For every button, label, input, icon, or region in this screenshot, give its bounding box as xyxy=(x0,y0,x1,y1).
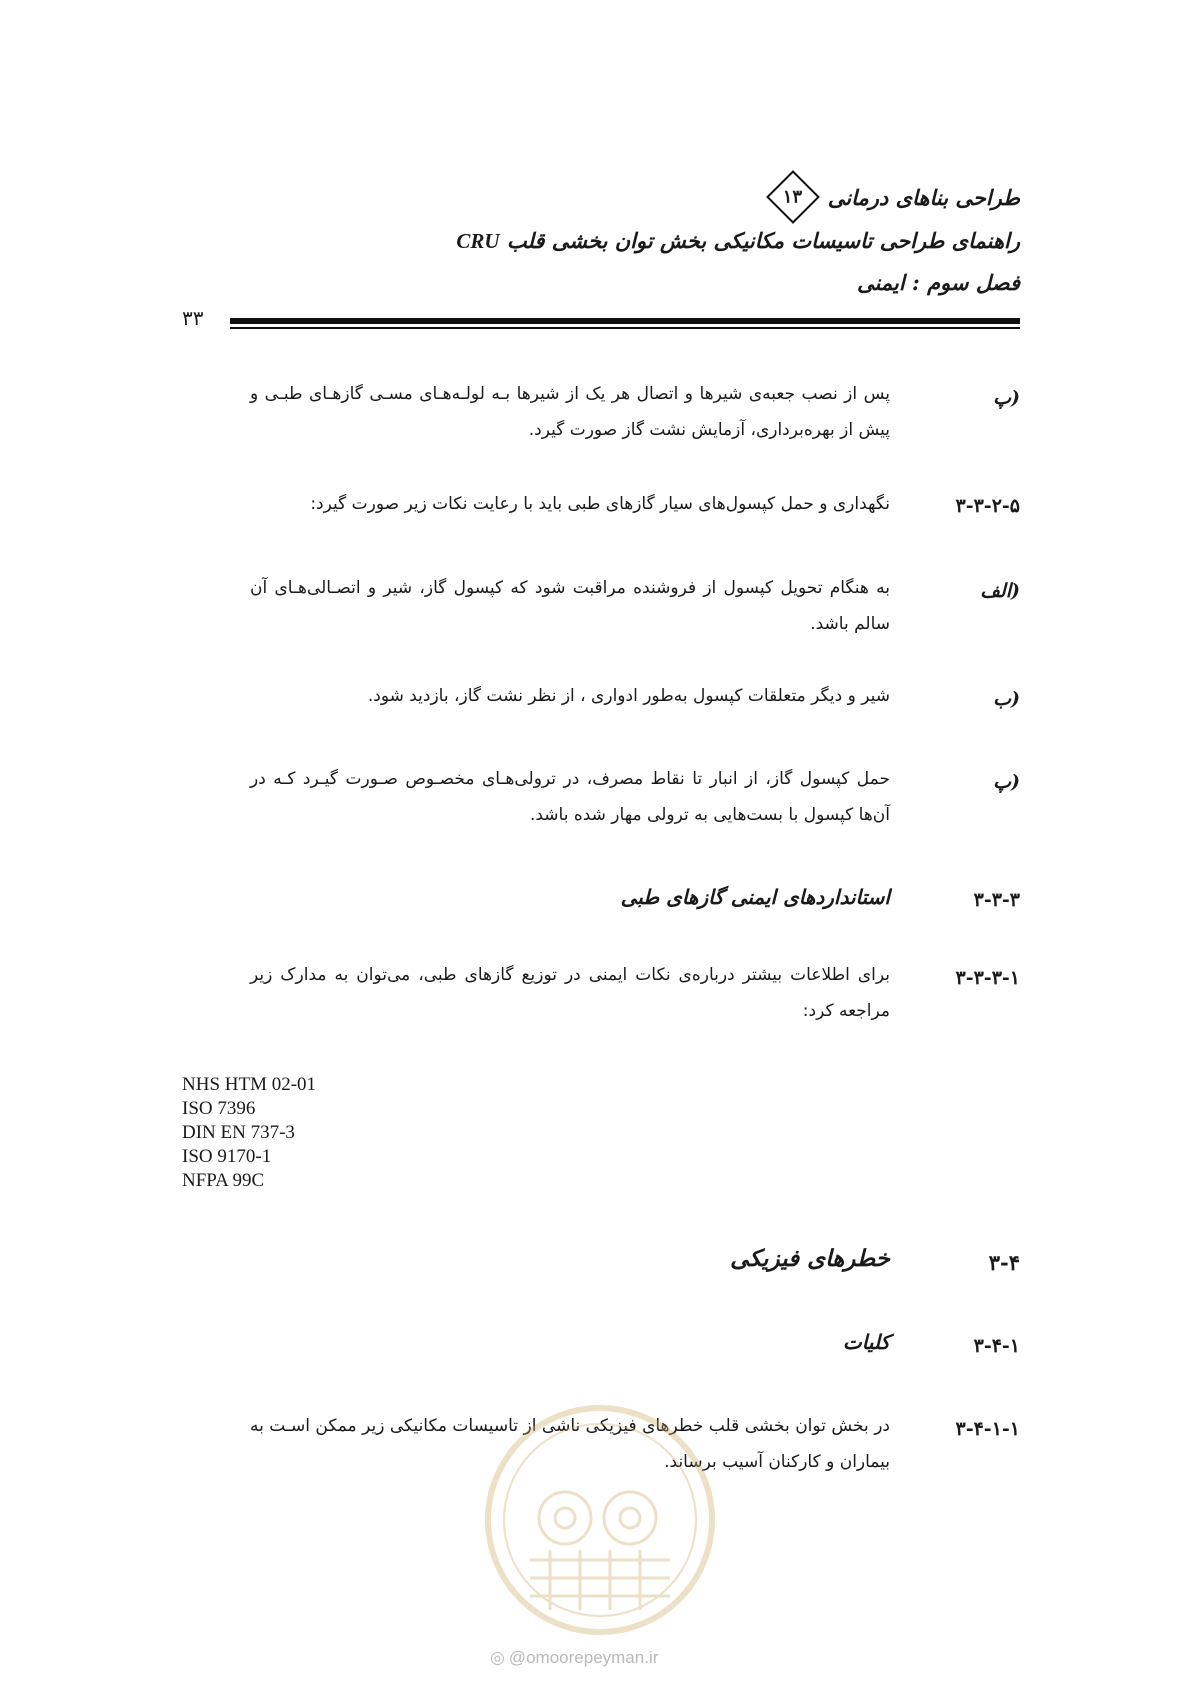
header-rule-thin xyxy=(230,327,1020,329)
item-text: شیر و دیگر متعلقات کپسول به‌طور ادواری ، از نظر نشت گاز، بازدید شود. xyxy=(367,686,890,706)
item-text: حمل کپسول گاز، از انبار تا نقاط مصرف، در ترولی‌هـای مخصـوص صـورت گیـرد کـه در آن‌ها کپسول با بست‌هایی به ترولی مهار شده باشد. xyxy=(250,769,890,825)
section-heading: خطرهای فیزیکی xyxy=(730,1245,890,1272)
header-rule-thick xyxy=(230,318,1020,324)
watermark-caption xyxy=(490,1648,658,1668)
item-text: پس از نصب جعبه‌ی شیرها و اتصال هر یک از شیرها بـه لولـه‌هـای مسـی گازهـای طبـی و پیش از بهره‌برداری، آزمایش نشت گاز صورت گیرد. xyxy=(250,384,890,440)
item-label: پ) xyxy=(993,387,1020,409)
reference-list xyxy=(182,1073,316,1193)
section-number: ۳-۴ xyxy=(988,1250,1020,1275)
section-number: ۳-۴-۱ xyxy=(973,1335,1020,1357)
chapter-title: فصل سوم : ایمنی xyxy=(857,270,1020,295)
section-text: نگهداری و حمل کپسول‌های سیار گازهای طبی باید با رعایت نکات زیر صورت گیرد: xyxy=(310,494,890,514)
reference-item: ISO 9170-1 xyxy=(182,1146,272,1167)
reference-item: NHS HTM 02-01 xyxy=(182,1074,317,1095)
item-text: به هنگام تحویل کپسول از فروشنده مراقبت شود که کپسول گاز، شیر و اتصـالی‌هـای آن سالم باشد. xyxy=(250,578,890,634)
reference-item: NFPA 99C xyxy=(182,1170,265,1191)
guide-title-text: راهنمای طراحی تاسیسات مکانیکی بخش توان بخشی قلب xyxy=(506,228,1020,253)
section-number: ۳-۴-۱-۱ xyxy=(955,1418,1020,1440)
book-title xyxy=(764,178,1020,216)
section-heading: استانداردهای ایمنی گازهای طبی xyxy=(620,885,890,909)
reference-item: ISO 7396 xyxy=(182,1098,256,1119)
section-text: در بخش توان بخشی قلب خطرهای فیزیکی ناشی از تاسیسات مکانیکی زیر ممکن اسـت به بیماران و کارکنان آسیب برساند. xyxy=(250,1416,890,1472)
instagram-icon: ◎ xyxy=(490,1648,505,1667)
book-title-text: طراحی بناهای درمانی xyxy=(827,184,1020,210)
section-text: برای اطلاعات بیشتر درباره‌ی نکات ایمنی در توزیع گازهای طبی، می‌توان به مدارک زیر مراجعه کرد: xyxy=(250,965,890,1021)
guide-title xyxy=(456,228,1020,254)
watermark-seal-icon xyxy=(480,1400,720,1640)
watermark-caption-text: @omoorepeyman.ir xyxy=(508,1648,659,1667)
reference-item: DIN EN 737-3 xyxy=(182,1122,295,1143)
volume-badge xyxy=(766,170,820,224)
guide-title-latin: CRU xyxy=(456,229,500,253)
section-number: ۳-۳-۲-۵ xyxy=(955,495,1020,517)
item-label: پ) xyxy=(993,771,1020,793)
section-number: ۳-۳-۳ xyxy=(973,889,1020,911)
page-number: ۳۳ xyxy=(182,306,204,330)
section-number: ۳-۳-۳-۱ xyxy=(955,967,1020,989)
section-heading: کلیات xyxy=(842,1330,890,1354)
volume-number: ۱۳ xyxy=(783,186,803,208)
item-label: الف) xyxy=(980,580,1020,602)
item-label: ب) xyxy=(993,688,1020,710)
